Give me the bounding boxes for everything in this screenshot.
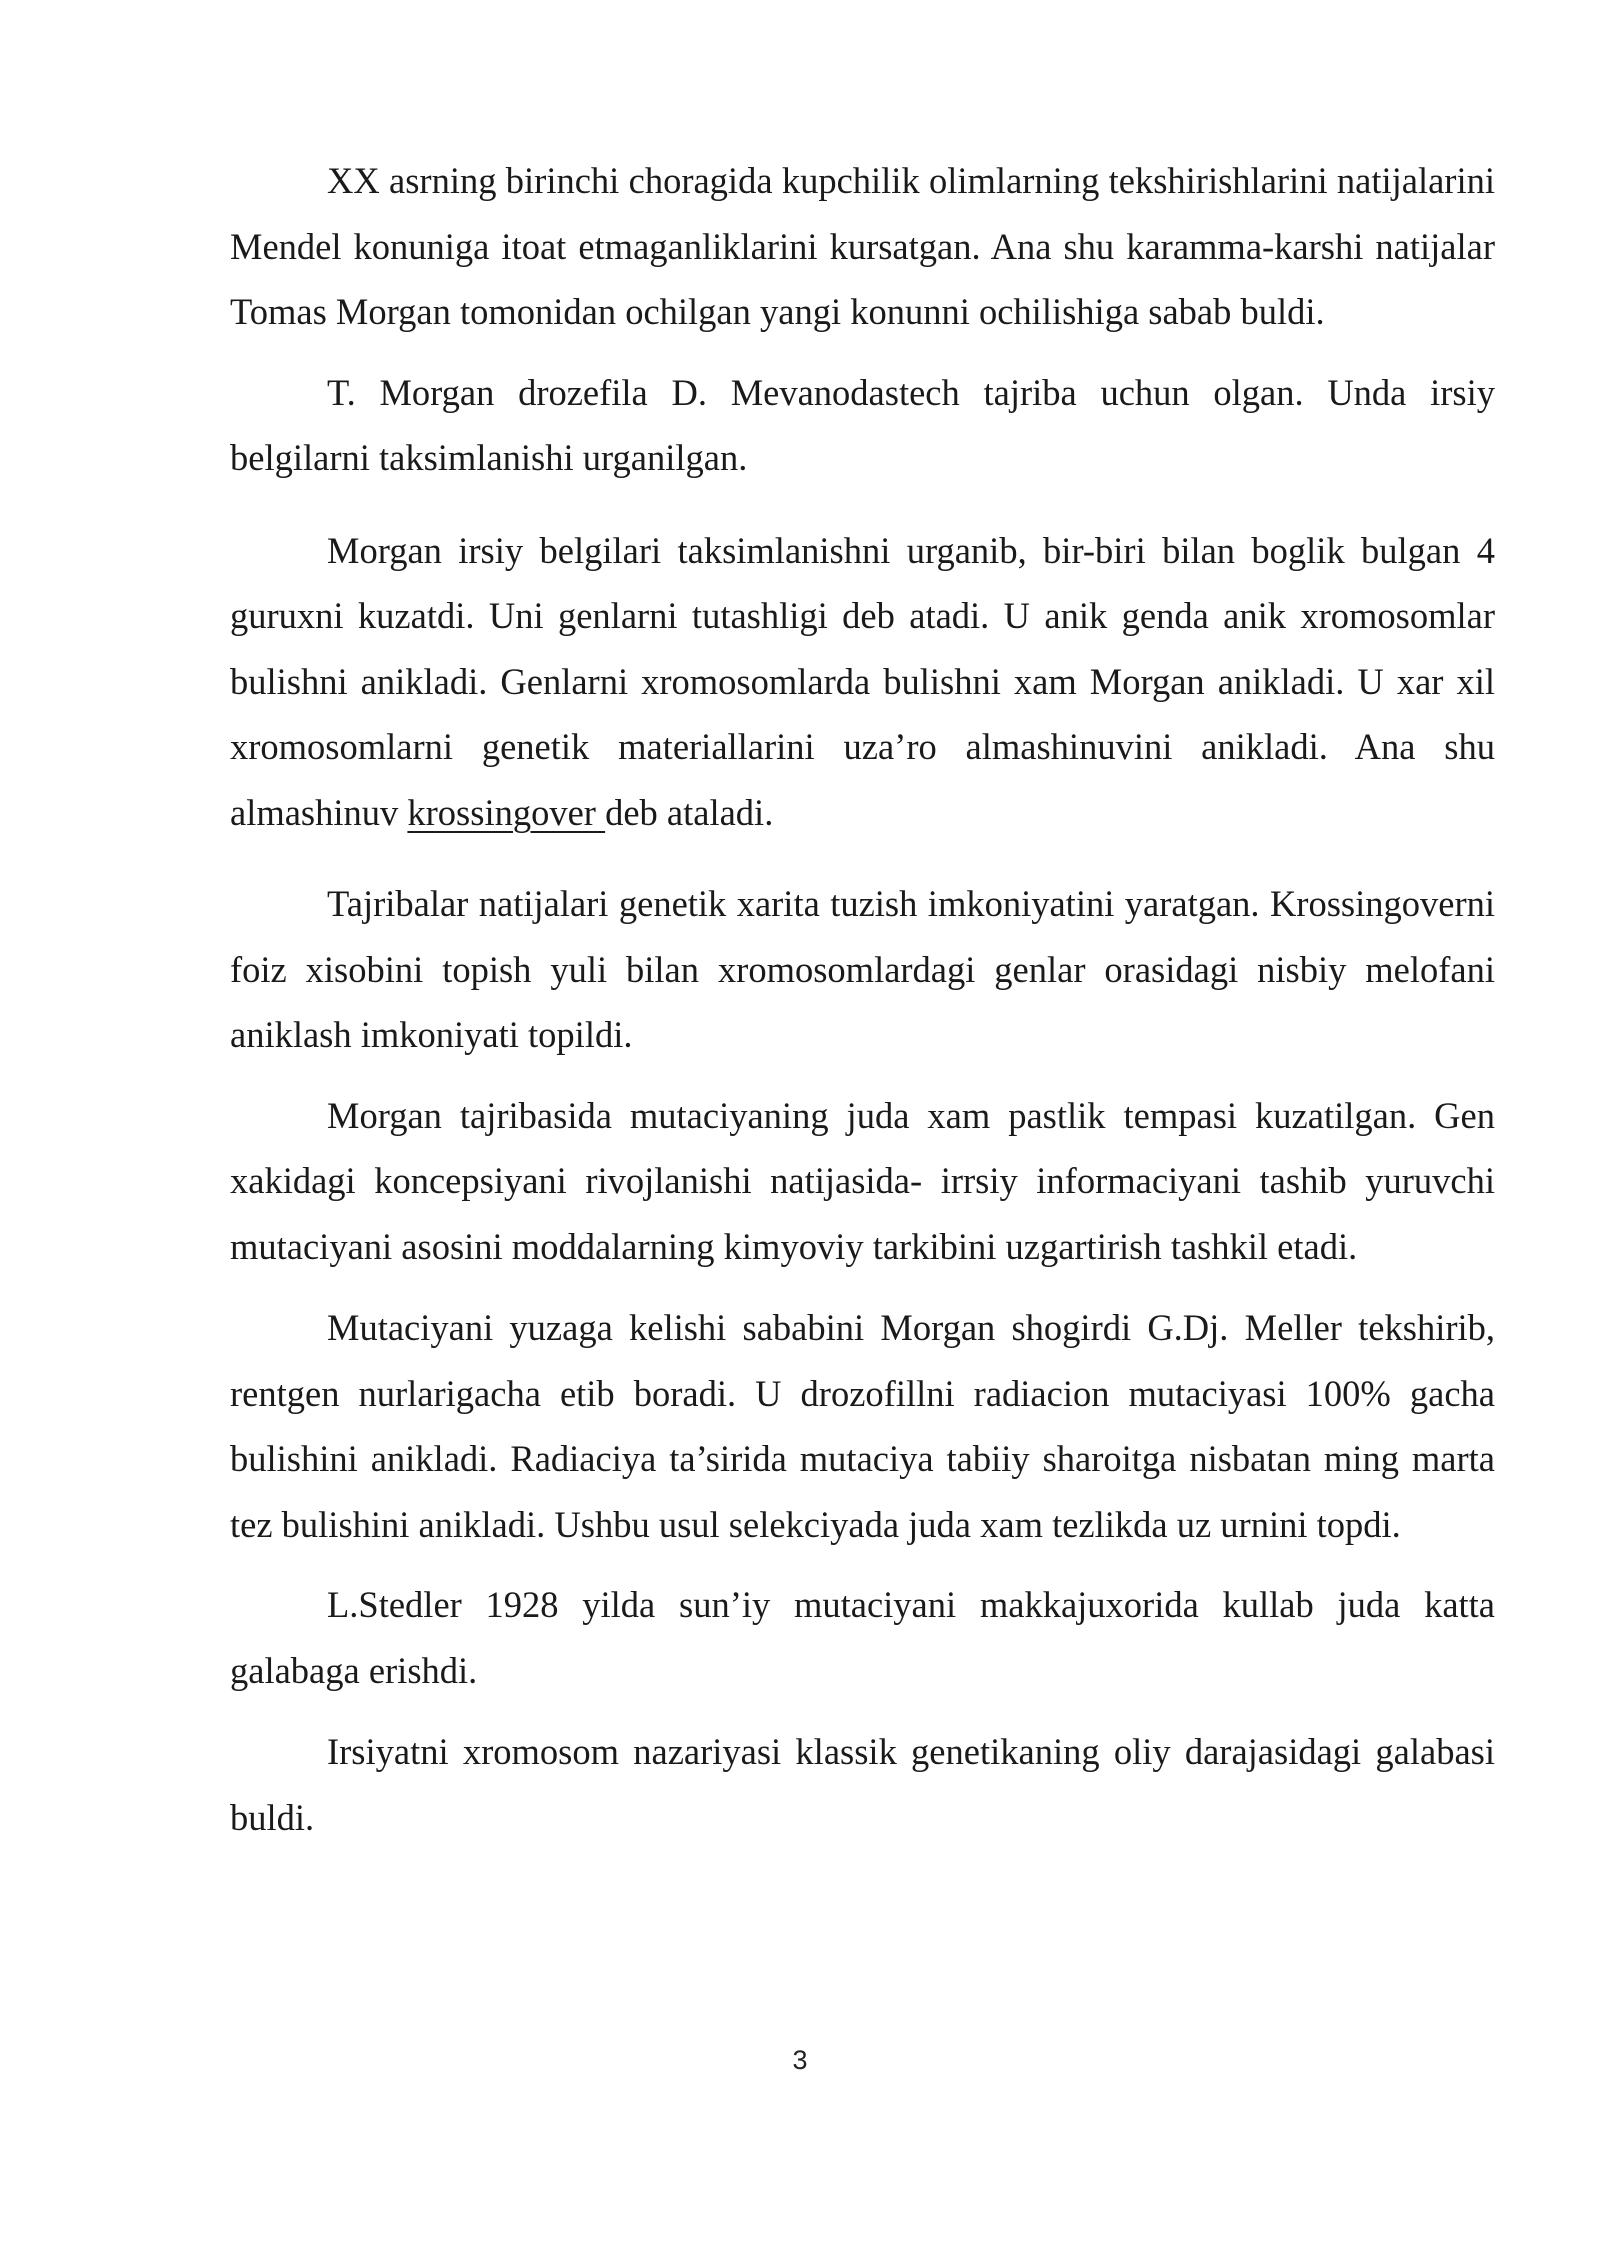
krossingover-term: krossingover — [407, 791, 606, 833]
paragraph-5: Morgan tajribasida mutaciyaning juda xam pastlik tempasi kuzatilgan. Gen xakidagi koncepsiyani rivojlanishi natijasida- irrsiy informaciyani tashib yuruvchi mutaciyani asosini moddalarning kimyoviy tarkibini uzgartirish tashkil etadi. — [230, 1094, 1495, 1267]
paragraph-3-text-before: Morgan irsiy belgilari taksimlanishni urganib, bir-biri bilan boglik bulgan 4 guruxni kuzatdi. Uni genlarni tutashligi deb atadi. U anik genda anik xromosomlar bulishni anikladi. Genlarni xromosomlarda bulishni xam Morgan anikladi. U xar xil xromosomlarni genetik materiallarini uza’ro almashinuvini anikladi. Ana shu almashinuv — [230, 529, 1495, 833]
paragraph-1: XX asrning birinchi choragida kupchilik olimlarning tekshirishlarini natijalarini Mendel konuniga itoat etmaganliklarini kursatgan. Ana shu karamma-karshi natijalar Tomas Morgan tomonidan ochilgan yangi konunni ochilishiga sabab buldi. — [230, 160, 1495, 332]
page-number: 3 — [792, 2045, 808, 2075]
paragraph-6: Mutaciyani yuzaga kelishi sababini Morgan shogirdi G.Dj. Meller tekshirib, rentgen nurlarigacha etib boradi. U drozofillni radiacion mutaciyasi 100% gacha bulishini anikladi. Radiaciya ta’sirida mutaciya tabiiy sharoitga nisbatan ming marta tez bulishini anikladi. Ushbu usul selekciyada juda xam tezlikda uz urnini topdi. — [230, 1307, 1495, 1545]
paragraph-4: Tajribalar natijalari genetik xarita tuzish imkoniyatini yaratgan. Krossingoverni foiz xisobini topish yuli bilan xromosomlardagi genlar orasidagi nisbiy melofani aniklash imkoniyati topildi. — [230, 883, 1495, 1055]
paragraph-3 — [230, 518, 1495, 846]
paragraph-3-text-after: deb ataladi. — [605, 791, 774, 833]
paragraph-8: Irsiyatni xromosom nazariyasi klassik genetikaning oliy darajasidagi galabasi buldi. — [230, 1731, 1495, 1838]
paragraph-2: T. Morgan drozefila D. Mevanodastech tajriba uchun olgan. Unda irsiy belgilarni taksimlanishi urganilgan. — [230, 371, 1495, 478]
document-body — [230, 148, 1495, 1850]
paragraph-7: L.Stedler 1928 yilda sun’iy mutaciyani makkajuxorida kullab juda katta galabaga erishdi. — [230, 1584, 1495, 1691]
